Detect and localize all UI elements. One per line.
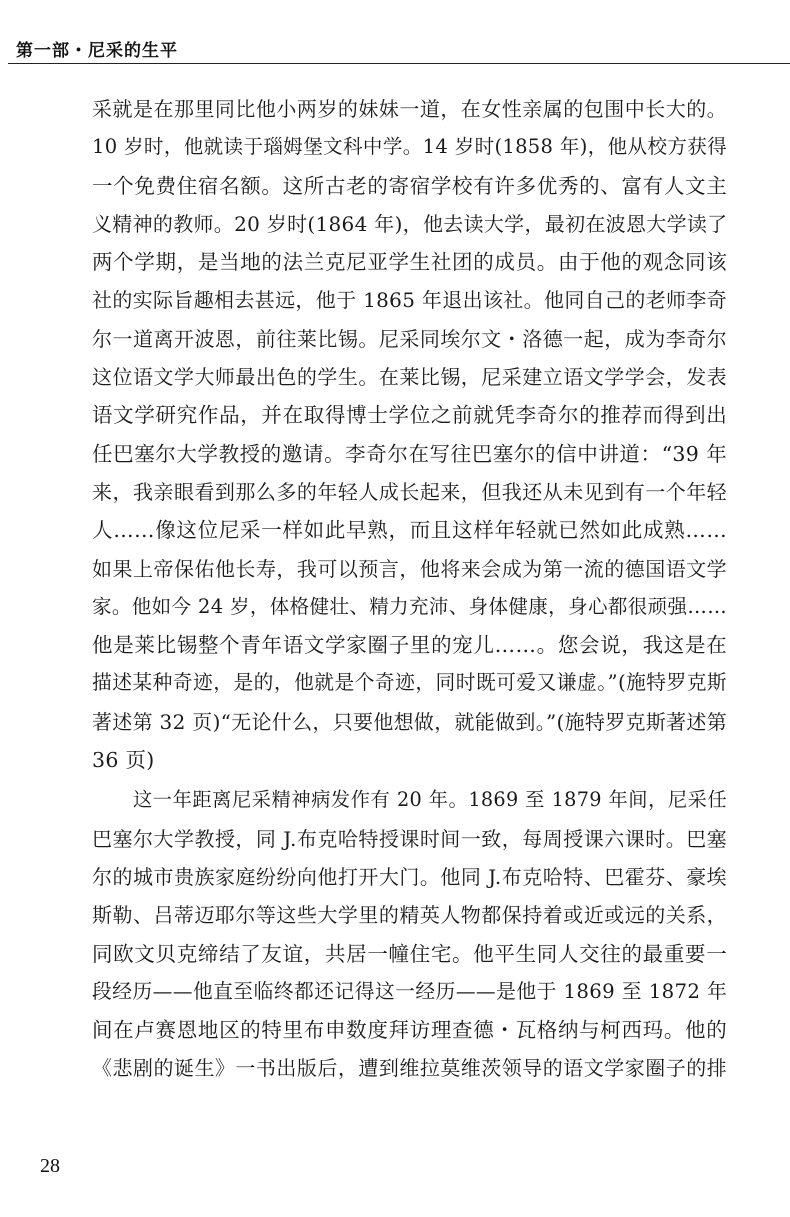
text-line: 这一年距离尼采精神病发作有 20 年。1869 至 1879 年间，尼采任 [133,788,727,812]
text-line: 这位语文学大师最出色的学生。在莱比锡，尼采建立语文学学会，发表 [92,365,727,390]
text-line: 斯勒、吕蒂迈耶尔等这些大学里的精英人物都保持着或近或远的关系， [92,903,727,928]
text-line: 一个免费住宿名额。这所古老的寄宿学校有许多优秀的、富有人文主 [92,173,727,198]
text-line: 来，我亲眼看到那么多的年轻人成长起来，但我还从未见到有一个年轻 [92,479,727,504]
text-line: 巴塞尔大学教授，同 J.布克哈特授课时间一致，每周授课六课时。巴塞 [92,826,727,851]
text-line: 同欧文贝克缔结了友谊，共居一幢住宅。他平生同人交往的最重要一 [92,941,727,966]
text-line: 段经历——他直至临终都还记得这一经历——是他于 1869 至 1872 年 [92,979,727,1003]
text-line: 尔的城市贵族家庭纷纷向他打开大门。他同 J.布克哈特、巴霍芬、豪埃 [92,864,727,889]
text-line: 家。他如今 24 岁，体格健壮、精力充沛、身体健康，身心都很顽强…… [92,594,727,618]
text-line: 任巴塞尔大学教授的邀请。李奇尔在写往巴塞尔的信中讲道：“39 年 [92,441,727,466]
paragraph-1 [92,90,727,779]
page-number: 28 [40,1155,60,1177]
text-line: 著述第 32 页)“无论什么，只要他想做，就能做到。”(施特罗克斯著述第 [92,709,728,734]
text-line: 描述某种奇迹，是的，他就是个奇迹，同时既可爱又谦虚。”(施特罗克斯 [92,671,727,695]
body-text [92,90,727,1088]
running-head-title: 第一部・尼采的生平 [16,41,178,61]
text-line: 间在卢赛恩地区的特里布申数度拜访理查德・瓦格纳与柯西玛。他的 [92,1018,727,1043]
text-line: 社的实际旨趣相去甚远，他于 1865 年退出该社。他同自己的老师李奇 [92,288,727,313]
text-line: 尔一道离开波恩，前往莱比锡。尼采同埃尔文・洛德一起，成为李奇尔 [92,326,727,351]
text-line: 语文学研究作品，并在取得博士学位之前就凭李奇尔的推荐而得到出 [92,403,727,428]
text-line: 如果上帝保佑他长寿，我可以预言，他将来会成为第一流的德国语文学 [92,556,727,581]
text-line: 两个学期，是当地的法兰克尼亚学生社团的成员。由于他的观念同该 [92,250,727,275]
text-line: 义精神的教师。20 岁时(1864 年)，他去读大学，最初在波恩大学读了 [92,211,728,236]
text-line: 他是莱比锡整个青年语文学家圈子里的宠儿……。您会说，我这是在 [92,633,727,658]
header-rule [8,63,790,64]
paragraph-2 [92,781,727,1087]
text-line: 36 页) [92,748,155,773]
text-line: 10 岁时，他就读于瑙姆堡文科中学。14 岁时(1858 年)，他从校方获得 [92,135,727,159]
text-line: 《悲剧的诞生》一书出版后，遭到维拉莫维茨领导的语文学家圈子的排 [92,1056,727,1081]
running-head [8,36,790,62]
text-line: 人……像这位尼采一样如此早熟，而且这样年轻就已然如此成熟…… [92,518,727,543]
text-line: 采就是在那里同比他小两岁的妹妹一道，在女性亲属的包围中长大的。 [92,97,727,121]
